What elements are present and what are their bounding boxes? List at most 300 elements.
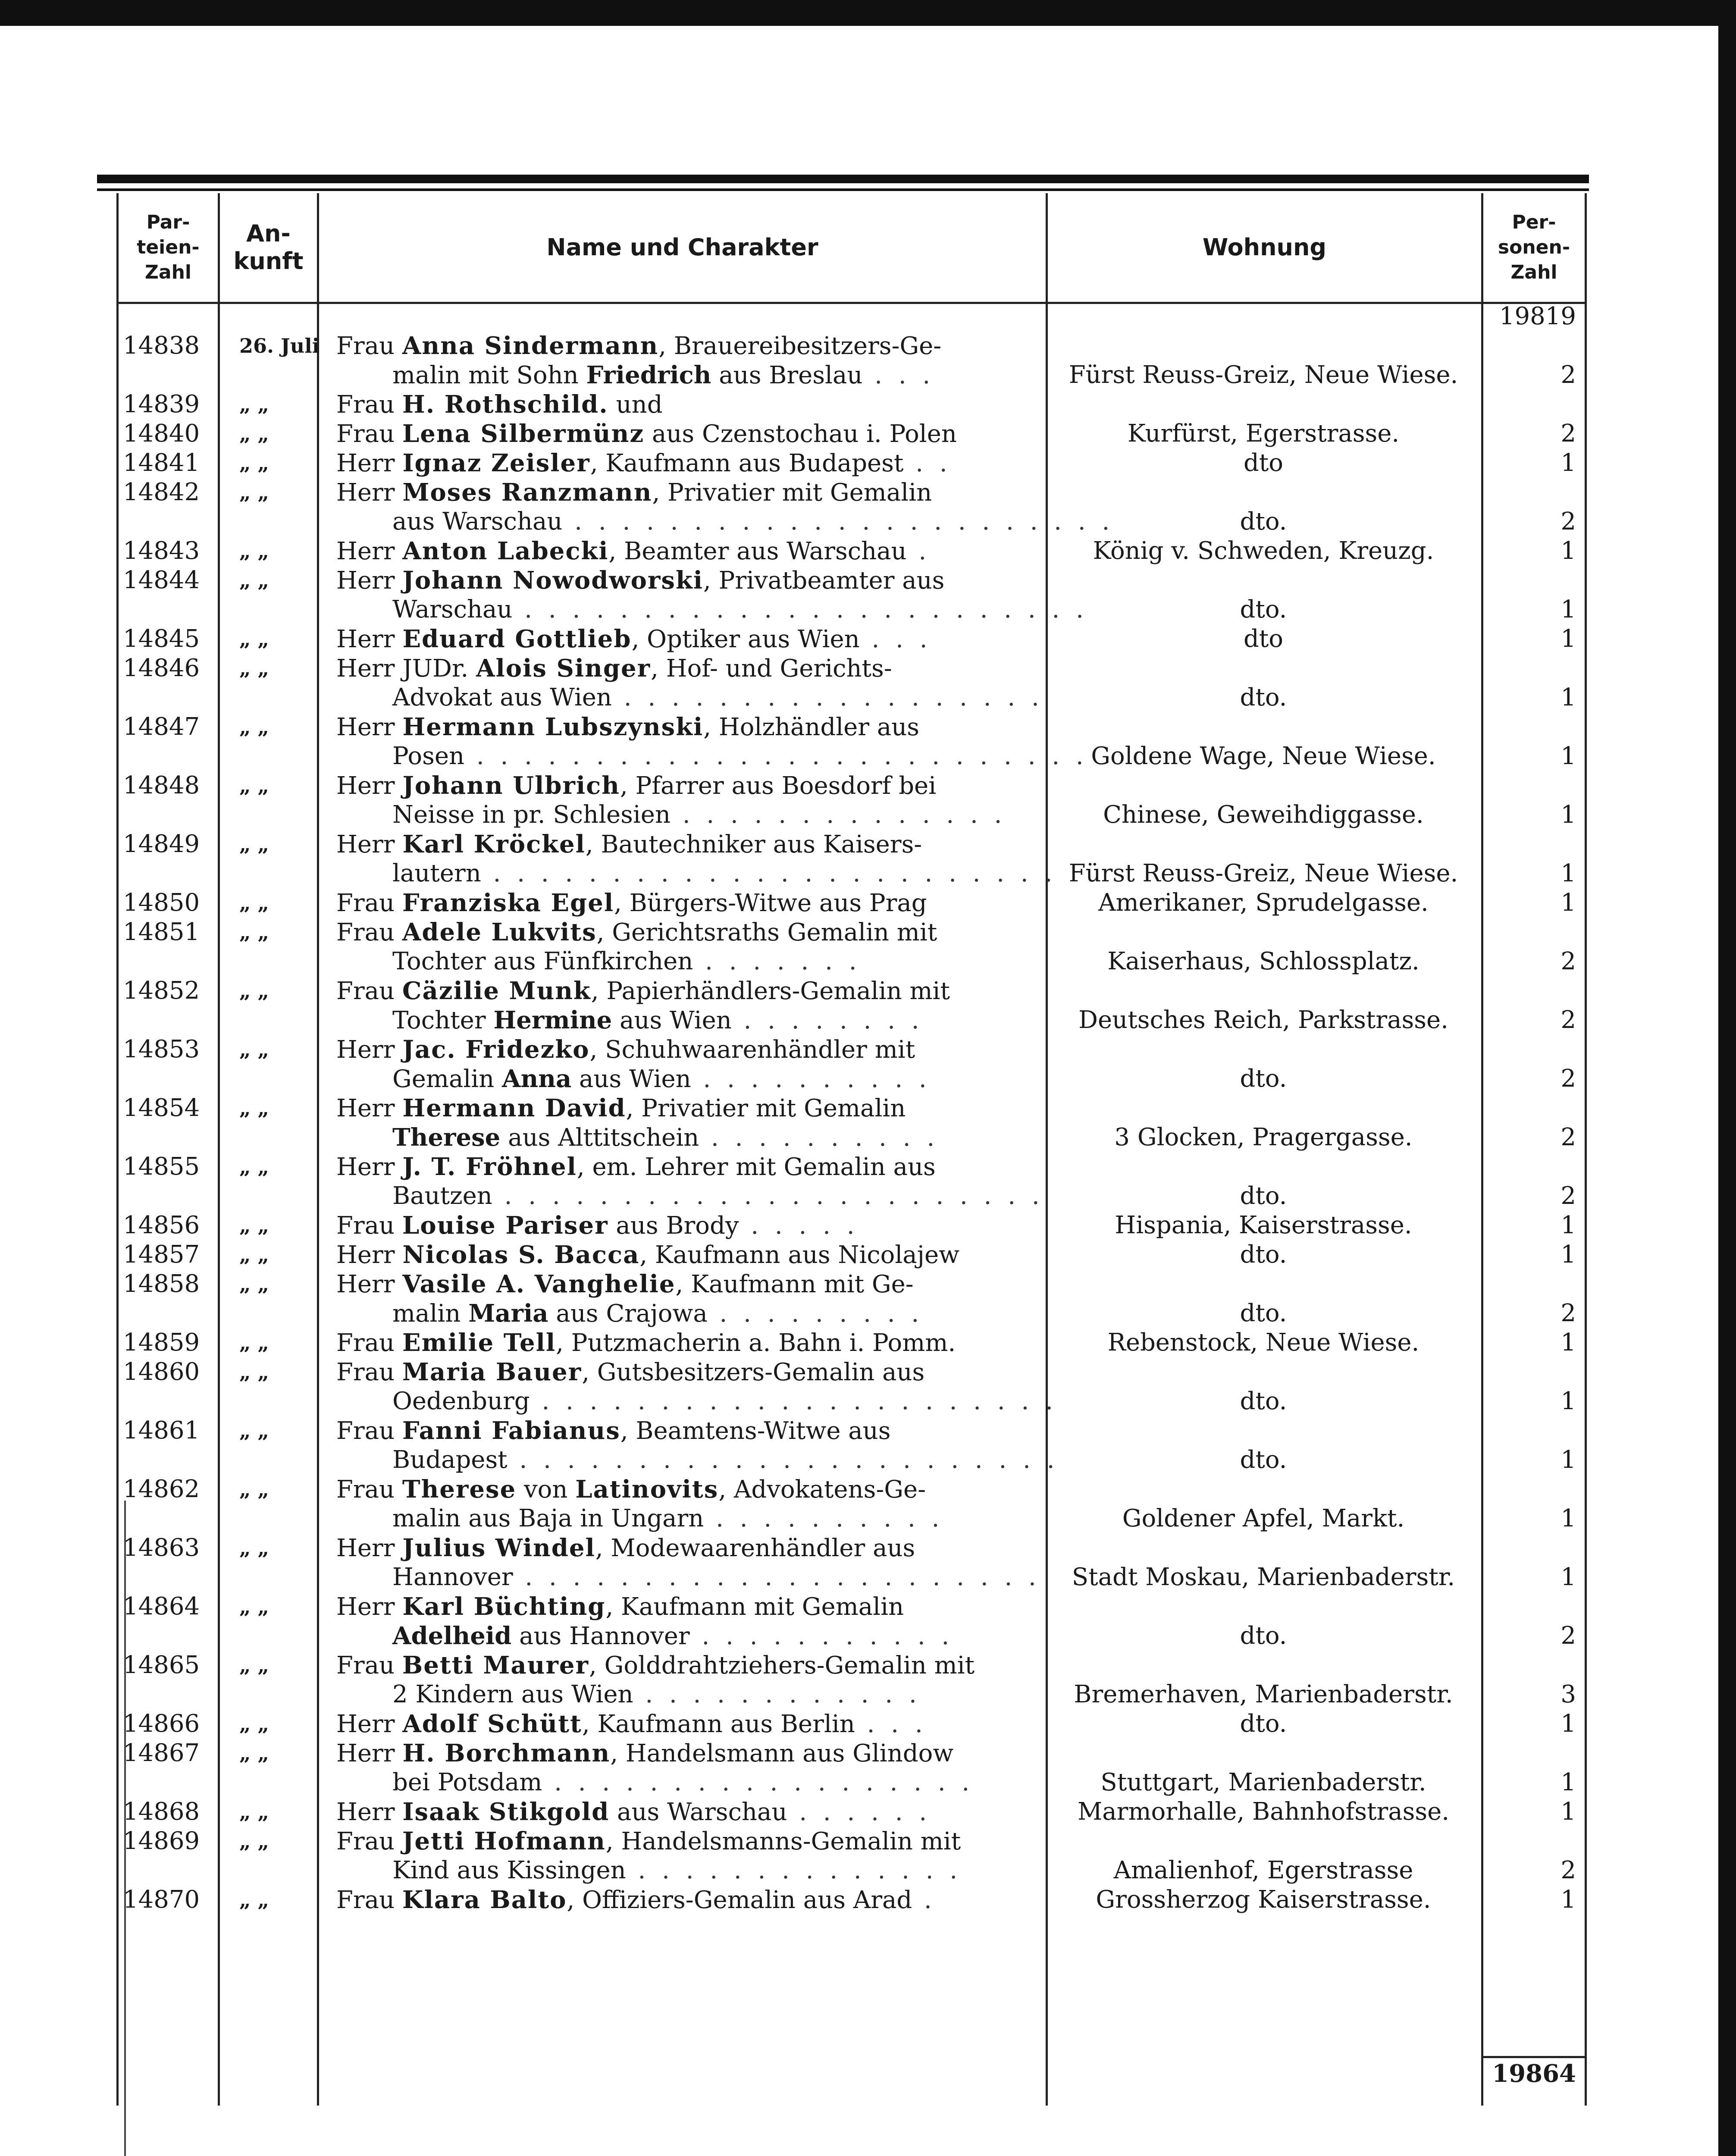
entry-text: Herr (336, 625, 403, 653)
arrival-date: „ „ (239, 393, 269, 416)
entry-text: , Bautechniker aus Kaisers- (585, 830, 922, 859)
entry-text: , Kaufmann aus Berlin (582, 1710, 855, 1738)
entry-text: , Kaufmann mit Ge- (675, 1270, 914, 1298)
table-row (0, 536, 1587, 566)
entry-name-line (392, 1445, 1059, 1475)
entry-name-line (392, 1621, 953, 1651)
col-header-line: teien- (137, 236, 200, 258)
entry-name-line (336, 1533, 915, 1563)
person-count: 1 (1561, 1329, 1576, 1357)
party-number: 14840 (123, 420, 200, 448)
table-row (0, 1094, 1587, 1123)
entry-name-line (336, 566, 944, 595)
entry-text: , Holzhändler aus (703, 713, 920, 741)
table-row (0, 1328, 1587, 1357)
arrival-date: „ „ (239, 451, 269, 475)
entry-text: aus Crajowa (548, 1300, 708, 1328)
col-header-line: Zahl (144, 261, 191, 283)
party-number: 14855 (123, 1153, 200, 1181)
entry-text: Posen (392, 742, 465, 770)
table-row-continuation (0, 1299, 1587, 1328)
table-row (0, 654, 1587, 683)
arrival-date: „ „ (239, 715, 269, 739)
guest-name: Jac. Fridezko (402, 1035, 590, 1064)
entry-text: aus Brody (608, 1212, 739, 1240)
leader-dots: . . . . . . . . . . . . . . . . . . . . . . (513, 1563, 1040, 1591)
entry-text: , Putzmacherin a. Bahn i. Pomm. (556, 1329, 956, 1357)
guest-name: Therese (392, 1123, 501, 1152)
entry-text: Frau (336, 977, 402, 1005)
entry-text: aus Hannover (511, 1622, 690, 1650)
arrival-date: „ „ (239, 1331, 269, 1354)
entry-name-line (336, 419, 957, 449)
party-number: 14859 (123, 1329, 200, 1357)
col-header-line: Par- (146, 211, 190, 233)
table-row (0, 566, 1587, 595)
person-count: 2 (1561, 1856, 1576, 1884)
guest-name: Hermann David (402, 1094, 626, 1122)
total-count: 19864 (1492, 2059, 1576, 2088)
party-number: 14853 (123, 1035, 200, 1063)
table-row (0, 624, 1587, 654)
leader-dots: . . . (855, 1710, 927, 1738)
party-number: 14838 (123, 332, 200, 360)
party-number: 14861 (123, 1416, 200, 1445)
guest-name: Hermine (493, 1006, 612, 1034)
leader-dots: . . . . . . . . . . . . . . . . . . . . . . . . . . (464, 742, 1088, 770)
table-row-continuation (0, 1181, 1587, 1211)
entry-text: Herr (336, 1593, 403, 1621)
arrival-date: „ „ (239, 1360, 269, 1384)
table-row-continuation (0, 1680, 1587, 1709)
arrival-date: „ „ (239, 1536, 269, 1560)
party-number: 14848 (123, 771, 200, 799)
party-number: 14849 (123, 830, 200, 858)
entry-text: aus Breslau (711, 361, 863, 389)
entry-text: , Optiker aus Wien (631, 625, 860, 653)
table-row-continuation (0, 683, 1587, 712)
residence: Stadt Moskau, Marienbaderstr. (1072, 1563, 1455, 1591)
entry-text: Kind aus Kissingen (392, 1856, 626, 1884)
residence: dto (1243, 449, 1284, 477)
entry-name-line (392, 800, 1006, 830)
party-number: 14870 (123, 1886, 200, 1914)
entry-name-line (336, 390, 663, 420)
entry-text: Herr (336, 1241, 403, 1269)
entry-text: Herr (336, 479, 403, 507)
entry-name-line (336, 1094, 906, 1123)
entry-text: , Privatbeamter aus (703, 567, 945, 595)
arrival-date: „ „ (239, 1038, 269, 1061)
entry-name-line (336, 771, 936, 801)
guest-name: Fanni Fabianus (402, 1416, 620, 1445)
table-row (0, 1651, 1587, 1680)
arrival-date: „ „ (239, 481, 269, 504)
party-number: 14851 (123, 918, 200, 946)
guest-name: Franziska Egel (402, 889, 614, 917)
person-count: 1 (1561, 1387, 1576, 1415)
entry-name-line (336, 712, 919, 742)
arrival-date: „ „ (239, 833, 269, 856)
entry-text: , Privatier mit Gemalin (652, 479, 932, 507)
entry-text: Herr (336, 567, 403, 595)
entry-name-line (336, 888, 927, 918)
entry-text: Herr (336, 1094, 403, 1122)
entry-text: , Papierhändlers-Gemalin mit (591, 977, 950, 1005)
entry-text: Frau (336, 1886, 402, 1914)
residence: Goldener Apfel, Markt. (1122, 1504, 1405, 1532)
table-row (0, 976, 1587, 1006)
col-header-name: Name und Charakter (546, 234, 818, 261)
leader-dots: . . . . . (739, 1212, 859, 1240)
entry-name-line (392, 1181, 1044, 1211)
entry-name-line (336, 1739, 953, 1768)
residence: Kaiserhaus, Schlossplatz. (1107, 947, 1420, 975)
entry-text: Herr (336, 1739, 403, 1767)
guest-name: Ignaz Zeisler (402, 449, 590, 477)
col-header-personen (1483, 193, 1585, 302)
table-row (0, 1035, 1587, 1064)
table-row (0, 1211, 1587, 1240)
entry-text: Herr (336, 713, 403, 741)
party-number: 14843 (123, 537, 200, 565)
guest-name: Hermann Lubszynski (402, 713, 704, 741)
leader-dots: . . . (859, 625, 932, 653)
entry-name-line (336, 1592, 904, 1622)
arrival-date: „ „ (239, 1155, 269, 1178)
entry-text: , Privatier mit Gemalin (626, 1094, 906, 1122)
entry-text: , Pfarrer aus Boesdorf bei (620, 772, 937, 800)
entry-name-line (392, 683, 1043, 712)
entry-name-line (336, 1328, 956, 1358)
entry-text: , em. Lehrer mit Gemalin aus (577, 1153, 936, 1181)
entry-text: und (608, 391, 663, 419)
leader-dots: . . . . . . . (693, 947, 861, 975)
person-count: 1 (1561, 1768, 1576, 1796)
table-row (0, 1533, 1587, 1563)
entry-text: Frau (336, 391, 402, 419)
table-row (0, 1739, 1587, 1768)
entry-name-line (336, 1269, 914, 1299)
table-row (0, 1152, 1587, 1181)
entry-text: Oedenburg (392, 1387, 530, 1415)
guest-name: Anton Labecki (402, 537, 609, 565)
residence: Kurfürst, Egerstrasse. (1127, 420, 1400, 448)
table-row (0, 1416, 1587, 1445)
residence: dto. (1240, 1387, 1287, 1415)
entry-text: , Handelsmann aus Glindow (610, 1739, 954, 1767)
entry-text: malin mit Sohn (392, 361, 586, 389)
entry-name-line (392, 1504, 943, 1533)
guest-name: Klara Balto (402, 1886, 567, 1914)
guest-name: Johann Ulbrich (402, 771, 620, 800)
person-count: 1 (1561, 1446, 1576, 1474)
entry-text: aus Wien (571, 1065, 691, 1093)
guest-name: Vasile A. Vanghelie (402, 1270, 676, 1298)
scan-border-top (0, 0, 1736, 26)
entry-text: aus Warschau (392, 508, 563, 536)
arrival-date: „ „ (239, 1097, 269, 1120)
person-count: 2 (1561, 1299, 1576, 1327)
entry-text: Frau (336, 1329, 402, 1357)
entry-text: , Kaufmann mit Gemalin (605, 1593, 904, 1621)
entry-text: , Hof- und Gerichts- (651, 655, 892, 683)
table-row-continuation (0, 1768, 1587, 1797)
col-header-parteien (119, 193, 218, 302)
guest-name: Louise Pariser (402, 1211, 608, 1240)
entry-text: Tochter aus Fünfkirchen (392, 947, 693, 975)
table-row (0, 1475, 1587, 1504)
person-count: 1 (1561, 1241, 1576, 1269)
entry-text: Tochter (392, 1006, 494, 1034)
scan-border-right (1718, 0, 1736, 2156)
table-row (0, 918, 1587, 947)
person-count: 3 (1561, 1680, 1576, 1708)
entry-text: 2 Kindern aus Wien (392, 1680, 633, 1708)
entry-name-line (336, 1709, 927, 1739)
guest-name: Lena Silbermünz (402, 420, 645, 448)
table-row (0, 1592, 1587, 1621)
arrival-date: „ „ (239, 1800, 269, 1824)
arrival-date: „ „ (239, 1712, 269, 1736)
entry-text: von (516, 1476, 576, 1504)
person-count: 1 (1561, 625, 1576, 653)
arrival-date: „ „ (239, 1272, 269, 1296)
entry-name-line (336, 1797, 931, 1827)
guest-name: J. T. Fröhnel (402, 1153, 577, 1181)
residence: dto. (1240, 1241, 1287, 1269)
col-header-ankunft (220, 193, 317, 302)
entry-text: , Brauereibesitzers-Ge- (658, 332, 942, 360)
entry-text: Frau (336, 332, 402, 360)
guest-name: Maria Bauer (402, 1358, 582, 1386)
arrival-date: „ „ (239, 979, 269, 1003)
party-number: 14865 (123, 1651, 200, 1679)
party-number: 14845 (123, 625, 200, 653)
table-row-continuation (0, 1064, 1587, 1094)
entry-name-line (336, 1035, 915, 1065)
entry-name-line (336, 1475, 926, 1504)
entry-name-line (336, 1211, 859, 1241)
person-count: 2 (1561, 1182, 1576, 1210)
person-count: 2 (1561, 1123, 1576, 1151)
leader-dots: . . . . . . . . . . . . . . . . . . (611, 683, 1043, 711)
entry-text: bei Potsdam (392, 1768, 542, 1796)
header-rule (116, 302, 1587, 304)
table-row-continuation (0, 742, 1587, 771)
entry-text: , Kaufmann aus Budapest (590, 449, 904, 477)
party-number: 14847 (123, 713, 200, 741)
entry-name-line (392, 507, 1114, 536)
leader-dots: . (912, 1886, 936, 1914)
entry-text: Bautzen (392, 1182, 492, 1210)
leader-dots: . . . . . . . . . . . . . . (626, 1856, 962, 1884)
top-rule-thick (97, 175, 1589, 183)
entry-name-line (336, 1885, 936, 1915)
table-row-continuation (0, 1387, 1587, 1416)
table-row-continuation (0, 947, 1587, 976)
residence: Amalienhof, Egerstrasse (1113, 1856, 1413, 1884)
table-row-continuation (0, 1621, 1587, 1651)
entry-name-line (336, 830, 922, 859)
table-row (0, 830, 1587, 859)
residence: Marmorhalle, Bahnhofstrasse. (1077, 1798, 1450, 1826)
person-count: 1 (1561, 683, 1576, 711)
guest-name: Adele Lukvits (402, 918, 597, 946)
leader-dots: . . . . . . . . . . (691, 1065, 931, 1093)
guest-name: H. Borchmann (402, 1739, 611, 1767)
entry-text: Gemalin (392, 1065, 502, 1093)
entry-text: Herr (336, 449, 403, 477)
person-count: 2 (1561, 1622, 1576, 1650)
person-count: 2 (1561, 508, 1576, 536)
entry-text: aus Czenstochau i. Polen (644, 420, 957, 448)
entry-text: malin (392, 1300, 469, 1328)
party-number: 14866 (123, 1710, 200, 1738)
person-count: 1 (1561, 889, 1576, 917)
entry-name-line (392, 1299, 923, 1329)
leader-dots: . . . . . . . . (731, 1006, 924, 1034)
residence: dto. (1240, 1622, 1287, 1650)
arrival-date: „ „ (239, 539, 269, 563)
entry-text: malin aus Baja in Ungarn (392, 1504, 704, 1532)
party-number: 14868 (123, 1798, 200, 1826)
person-count: 1 (1561, 1211, 1576, 1239)
col-header-line: sonen- (1498, 236, 1570, 258)
party-number: 14854 (123, 1094, 200, 1122)
person-count: 1 (1561, 449, 1576, 477)
person-count: 1 (1561, 1798, 1576, 1826)
table-row (0, 1797, 1587, 1827)
carry-over-count: 19819 (1499, 302, 1576, 330)
table-row (0, 390, 1587, 419)
party-number: 14858 (123, 1270, 200, 1298)
guest-name: Cäzilie Munk (402, 977, 591, 1005)
entry-text: Herr JUDr. (336, 655, 476, 683)
entry-name-line (336, 654, 892, 683)
leader-dots: . . . . . . . . . (707, 1300, 924, 1328)
arrival-date: „ „ (239, 921, 269, 944)
leader-dots: . . . . . . . . . . . . . . . . . . (542, 1768, 974, 1796)
residence: dto. (1240, 1065, 1287, 1093)
table-row-continuation (0, 595, 1587, 624)
entry-text: aus Wien (612, 1006, 732, 1034)
table-row (0, 771, 1587, 800)
entry-text: Advokat aus Wien (392, 683, 612, 711)
guest-name: Maria (468, 1299, 548, 1328)
entry-text: Herr (336, 1270, 403, 1298)
residence: dto. (1240, 595, 1287, 624)
table-row (0, 1269, 1587, 1299)
entry-text: Frau (336, 1476, 402, 1504)
entry-text: Herr (336, 1534, 403, 1562)
entry-name-line (392, 1856, 962, 1885)
guest-name: Jetti Hofmann (402, 1827, 606, 1855)
residence: Fürst Reuss-Greiz, Neue Wiese. (1069, 859, 1458, 887)
col-header-line: kunft (233, 248, 304, 275)
entry-text: , Offiziers-Gemalin aus Arad (567, 1886, 912, 1914)
person-count: 1 (1561, 801, 1576, 829)
party-number: 14864 (123, 1592, 200, 1620)
guest-name: Anna (502, 1065, 572, 1093)
party-number: 14839 (123, 390, 200, 418)
entry-text: , Kaufmann aus Nicolajew (639, 1241, 960, 1269)
residence: Grossherzog Kaiserstrasse. (1096, 1886, 1431, 1914)
entry-name-line (336, 1240, 959, 1270)
entry-name-line (392, 1064, 931, 1094)
table-row (0, 888, 1587, 918)
arrival-date: „ „ (239, 1595, 269, 1618)
party-number: 14857 (123, 1241, 200, 1269)
entry-text: Neisse in pr. Schlesien (392, 801, 671, 829)
arrival-date: „ „ (239, 1888, 269, 1912)
col-header-wohnung: Wohnung (1202, 234, 1327, 261)
entry-text: Herr (336, 772, 403, 800)
top-rule-thin (97, 188, 1589, 191)
table-row (0, 1709, 1587, 1739)
guest-name: Latinovits (575, 1475, 719, 1504)
entry-text: , Beamter aus Warschau (608, 537, 907, 565)
table-row (0, 1240, 1587, 1269)
entry-text: Budapest (392, 1446, 508, 1474)
party-number: 14852 (123, 977, 200, 1005)
table-row (0, 1357, 1587, 1387)
leader-dots: . . (903, 449, 952, 477)
leader-dots: . . . . . . . . . . (704, 1504, 944, 1532)
guest-name: Adelheid (392, 1622, 512, 1650)
leader-dots: . . . . . . . . . . . . . . . . . . . . . . (530, 1387, 1057, 1415)
residence: dto. (1240, 1446, 1287, 1474)
party-number: 14863 (123, 1534, 200, 1562)
guest-name: Therese (402, 1475, 517, 1504)
entry-text: Herr (336, 1710, 403, 1738)
entry-name-line (392, 595, 1088, 624)
leader-dots: . . . . . . . . . . . . . . . . . . . . . . . (492, 1182, 1044, 1210)
entry-name-line (336, 448, 952, 478)
entry-text: Warschau (392, 595, 513, 624)
table-row-continuation (0, 800, 1587, 830)
table-row (0, 448, 1587, 478)
residence: dto. (1240, 1182, 1287, 1210)
guest-name: Anna Sindermann (402, 332, 659, 360)
party-number: 14867 (123, 1739, 200, 1767)
party-number: 14841 (123, 449, 200, 477)
guest-name: Eduard Gottlieb (402, 625, 632, 653)
table-row-continuation (0, 1445, 1587, 1475)
residence: Stuttgart, Marienbaderstr. (1100, 1768, 1426, 1796)
entry-text: lautern (392, 859, 481, 887)
table-row-continuation (0, 859, 1587, 888)
guest-name: Betti Maurer (402, 1651, 589, 1680)
entry-text: , Beamtens-Witwe aus (620, 1417, 891, 1445)
person-count: 2 (1561, 947, 1576, 975)
person-count: 1 (1561, 742, 1576, 770)
entry-name-line (392, 947, 861, 976)
table-row (0, 331, 1587, 360)
guest-name: H. Rothschild. (402, 390, 608, 419)
person-count: 2 (1561, 420, 1576, 448)
leader-dots: . . . . . . . . . . . . . . (671, 801, 1006, 829)
total-rule (1483, 2056, 1585, 2058)
leader-dots: . . . (862, 361, 935, 389)
table-row (0, 1885, 1587, 1915)
leader-dots: . . . . . . . . . . . . . . . . . . . . . . . (507, 1446, 1059, 1474)
leader-dots: . . . . . . . . . . . . (633, 1680, 921, 1708)
entry-name-line (336, 1152, 936, 1182)
table-row-continuation (0, 507, 1587, 536)
guest-name: Alois Singer (476, 654, 651, 683)
party-number: 14862 (123, 1475, 200, 1503)
